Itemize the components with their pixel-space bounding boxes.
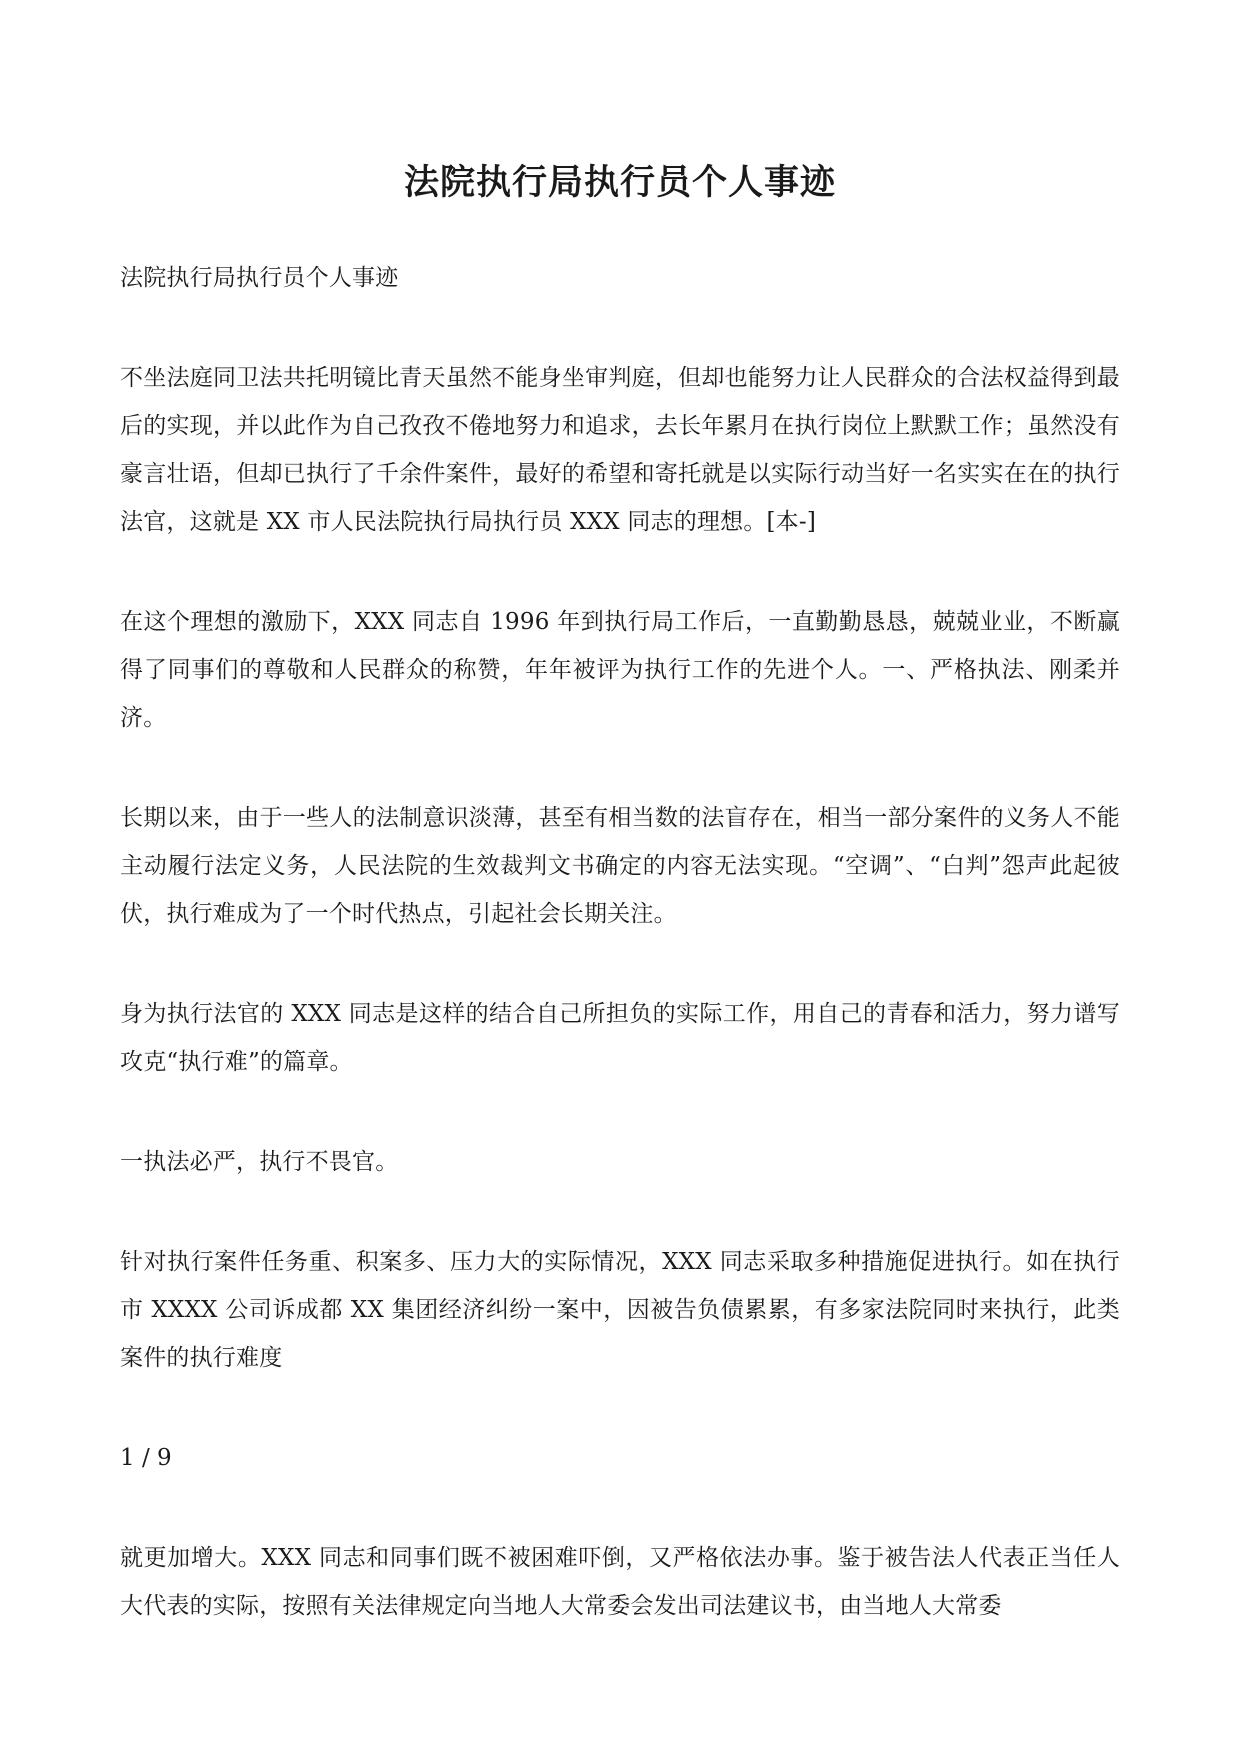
paragraph-5: 一执法必严，执行不畏官。 <box>120 1149 399 1175</box>
paragraph-3: 长期以来，由于一些人的法制意识淡薄，甚至有相当数的法盲存在，相当一部分案件的义务人不能主动履行法定义务，人民法院的生效裁判文书确定的内容无法实现。“空调”、“白判”怨声此起彼伏，执行难成为了一个时代热点，引起社会长期关注。 <box>120 805 1120 927</box>
paragraph-1: 不坐法庭同卫法共托明镜比青天虽然不能身坐审判庭，但却也能努力让人民群众的合法权益得到最后的实现，并以此作为自己孜孜不倦地努力和追求，去长年累月在执行岗位上默默工作；虽然没有豪言壮语，但却已执行了千余件案件，最好的希望和寄托就是以实际行动当好一名实实在在的执行法官，这就是 XX 市人民法院执行局执行员 XXX 同志的理想。[本-] <box>120 365 1120 535</box>
paragraph-6: 针对执行案件任务重、积案多、压力大的实际情况，XXX 同志采取多种措施促进执行。如在执行市 XXXX 公司诉成都 XX 集团经济纠纷一案中，因被告负债累累，有多家法院同时来执行，此类案件的执行难度 <box>120 1249 1120 1371</box>
paragraph-2: 在这个理想的激励下，XXX 同志自 1996 年到执行局工作后，一直勤勤恳恳，兢兢业业，不断赢得了同事们的尊敬和人民群众的称赞，年年被评为执行工作的先进个人。一、严格执法、刚柔并济。 <box>120 609 1120 731</box>
paragraph-4: 身为执行法官的 XXX 同志是这样的结合自己所担负的实际工作，用自己的青春和活力，努力谱写攻克“执行难”的篇章。 <box>120 1001 1120 1075</box>
subtitle-line: 法院执行局执行员个人事迹 <box>120 265 399 291</box>
continuation-paragraph: 就更加增大。XXX 同志和同事们既不被困难吓倒，又严格依法办事。鉴于被告法人代表正当任人大代表的实际，按照有关法律规定向当地人大常委会发出司法建议书，由当地人大常委 <box>120 1545 1120 1619</box>
page-number: 1 / 9 <box>120 1445 172 1471</box>
document-body <box>120 254 1120 1630</box>
document-title: 法院执行局执行员个人事迹 <box>403 162 836 203</box>
